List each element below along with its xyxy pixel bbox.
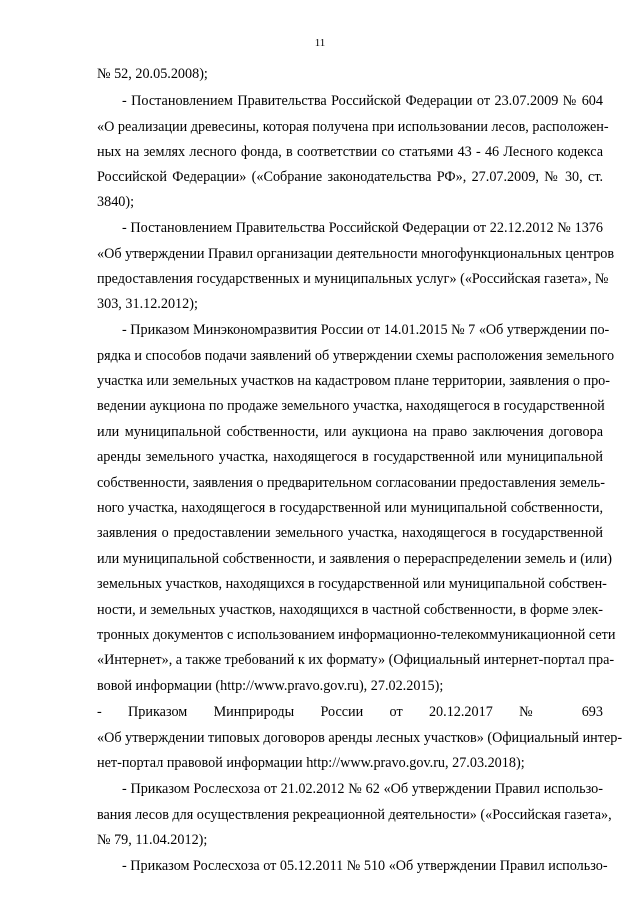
text-line: вовой информации (http://www.pravo.gov.ru), 27.02.2015); xyxy=(97,678,444,694)
text-line: собственности, заявления о предварительном согласовании предоставления земель- xyxy=(97,475,605,491)
text-line: 303, 31.12.2012); xyxy=(97,296,198,312)
text-line: предоставления государственных и муниципальных услуг» («Российская газета», № xyxy=(97,271,609,287)
text-line: - Приказом Минэкономразвития России от 14.01.2015 № 7 «Об утверждении по- xyxy=(122,322,610,338)
text-line: № 79, 11.04.2012); xyxy=(97,832,208,848)
text-line: «Об утверждении Правил организации деятельности многофункциональных центров xyxy=(97,246,615,262)
text-line: вания лесов для осуществления рекреационной деятельности» («Российская газета», xyxy=(97,807,612,823)
text-line: аренды земельного участка, находящегося в государственной или муниципальной xyxy=(97,449,603,465)
text-line: нет-портал правовой информации http://www.pravo.gov.ru, 27.03.2018); xyxy=(97,755,525,771)
text-line: - Постановлением Правительства Российской Федерации от 23.07.2009 № 604 xyxy=(122,93,603,109)
text-line: ного участка, находящегося в государственной или муниципальной собственности, xyxy=(97,500,603,516)
text-line: - Постановлением Правительства Российской Федерации от 22.12.2012 № 1376 xyxy=(122,220,603,236)
text-line: 3840); xyxy=(97,194,135,210)
text-line: «О реализации древесины, которая получена при использовании лесов, расположен- xyxy=(97,119,609,135)
text-line: заявления о предоставлении земельного участка, находящегося в государственной xyxy=(97,525,603,541)
text-line: рядка и способов подачи заявлений об утверждении схемы расположения земельного xyxy=(97,348,615,364)
text-line: или муниципальной собственности, и заявления о перераспределении земель и (или) xyxy=(97,551,612,567)
text-line: «Об утверждении типовых договоров аренды лесных участков» (Официальный интер- xyxy=(97,730,623,746)
text-line: ности, и земельных участков, находящихся в частной собственности, в форме элек- xyxy=(97,602,603,618)
page-number: 11 xyxy=(314,37,326,49)
text-line: - Приказом Минприроды России от 20.12.2017 № 693 xyxy=(97,704,603,720)
text-line: ведении аукциона по продаже земельного участка, находящегося в государственной xyxy=(97,398,605,414)
text-line: - Приказом Рослесхоза от 05.12.2011 № 510 «Об утверждении Правил использо- xyxy=(122,858,608,874)
text-line: № 52, 20.05.2008); xyxy=(97,66,208,82)
text-line: Российской Федерации» («Собрание законодательства РФ», 27.07.2009, № 30, ст. xyxy=(97,169,603,185)
text-line: или муниципальной собственности, или аукциона на право заключения договора xyxy=(97,424,603,440)
text-line: тронных документов с использованием информационно-телекоммуникационной сети xyxy=(97,627,616,643)
text-line: земельных участков, находящихся в государственной или муниципальной собствен- xyxy=(97,576,607,592)
text-line: - Приказом Рослесхоза от 21.02.2012 № 62 «Об утверждении Правил использо- xyxy=(122,781,603,797)
text-line: «Интернет», а также требований к их формату» (Официальный интернет-портал пра- xyxy=(97,652,615,668)
text-line: участка или земельных участков на кадастровом плане территории, заявления о про- xyxy=(97,373,610,389)
text-line: ных на землях лесного фонда, в соответствии со статьями 43 - 46 Лесного кодекса xyxy=(97,144,603,160)
